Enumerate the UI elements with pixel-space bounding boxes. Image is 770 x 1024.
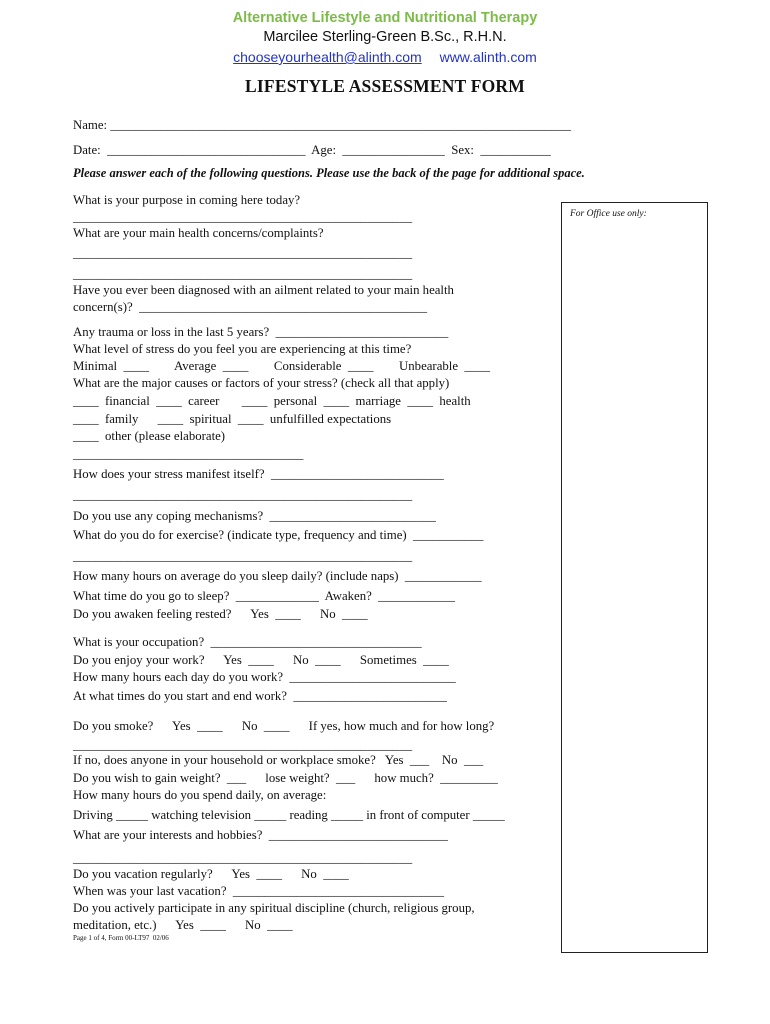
question-health-concerns: What are your main health concerns/complaints?: [73, 226, 324, 240]
answer-line[interactable]: _____________________________________________________: [73, 267, 413, 281]
stress-causes-row-2[interactable]: ____ family ____ spiritual ____ unfulfilled expectations: [73, 412, 392, 426]
question-weight[interactable]: Do you wish to gain weight? ___ lose weight? ___ how much? _________: [73, 771, 498, 785]
question-stress-causes: What are the major causes or factors of your stress? (check all that apply): [73, 376, 450, 390]
question-purpose: What is your purpose in coming here today?: [73, 193, 301, 207]
form-title: LIFESTYLE ASSESSMENT FORM: [245, 76, 525, 96]
answer-line[interactable]: _____________________________________________________: [73, 549, 413, 563]
question-smoke[interactable]: Do you smoke? Yes ____ No ____ If yes, how much and for how long?: [73, 719, 495, 733]
answer-line[interactable]: _____________________________________________________: [73, 210, 413, 224]
question-rested[interactable]: Do you awaken feeling rested? Yes ____ No ____: [73, 607, 368, 621]
practitioner-name: Marcilee Sterling-Green B.Sc., R.H.N.: [263, 29, 507, 45]
office-use-box: [561, 202, 708, 953]
email-link[interactable]: chooseyourhealth@alinth.com: [233, 49, 422, 65]
question-stress-manifest[interactable]: How does your stress manifest itself? ___________________________: [73, 467, 444, 481]
answer-line[interactable]: _____________________________________________________: [73, 488, 413, 502]
question-exercise[interactable]: What do you do for exercise? (indicate type, frequency and time) ___________: [73, 528, 484, 542]
date-age-sex-fields[interactable]: Date: _______________________________ Age: ________________ Sex: ___________: [73, 143, 551, 157]
question-enjoy-work[interactable]: Do you enjoy your work? Yes ____ No ____ Sometimes ____: [73, 653, 449, 667]
question-last-vacation[interactable]: When was your last vacation? _________________________________: [73, 884, 445, 898]
brand-name: Alternative Lifestyle and Nutritional Therapy: [232, 10, 538, 26]
stress-level-options[interactable]: Minimal ____ Average ____ Considerable ____ Unbearable ____: [73, 359, 491, 373]
question-stress-level: What level of stress do you feel you are experiencing at this time?: [73, 342, 412, 356]
question-diagnosed: Have you ever been diagnosed with an ailment related to your main health: [73, 283, 454, 297]
stress-causes-row-1[interactable]: ____ financial ____ career ____ personal ____ marriage ____ health: [73, 394, 471, 408]
contact-links: [0, 49, 770, 65]
question-sleep-hours[interactable]: How many hours on average do you sleep daily? (include naps) ____________: [73, 569, 482, 583]
question-interests[interactable]: What are your interests and hobbies? ____________________________: [73, 828, 448, 842]
question-diagnosed-cont[interactable]: concern(s)? _____________________________________________: [73, 300, 428, 314]
name-field[interactable]: Name: ________________________________________________________________________: [73, 118, 571, 132]
question-occupation[interactable]: What is your occupation? _________________________________: [73, 635, 422, 649]
question-sleep-times[interactable]: What time do you go to sleep? _____________ Awaken? ____________: [73, 589, 455, 603]
website-link[interactable]: www.alinth.com: [439, 49, 537, 65]
question-trauma[interactable]: Any trauma or loss in the last 5 years? ___________________________: [73, 325, 449, 339]
instructions: Please answer each of the following questions. Please use the back of the page for additional space.: [73, 166, 585, 180]
answer-line[interactable]: _____________________________________________________: [73, 851, 413, 865]
stress-causes-other[interactable]: ____ other (please elaborate): [73, 429, 226, 443]
question-work-times[interactable]: At what times do you start and end work? ________________________: [73, 689, 447, 703]
question-spiritual-cont[interactable]: meditation, etc.) Yes ____ No ____: [73, 918, 293, 932]
answer-line[interactable]: ____________________________________: [73, 447, 304, 461]
question-spiritual: Do you actively participate in any spiritual discipline (church, religious group,: [73, 901, 475, 915]
answer-line[interactable]: _____________________________________________________: [73, 738, 413, 752]
answer-line[interactable]: _____________________________________________________: [73, 246, 413, 260]
question-vacation[interactable]: Do you vacation regularly? Yes ____ No ____: [73, 867, 349, 881]
daily-hours-fields[interactable]: Driving _____ watching television _____ reading _____ in front of computer _____: [73, 808, 505, 822]
question-coping[interactable]: Do you use any coping mechanisms? __________________________: [73, 509, 436, 523]
page-footer: Page 1 of 4, Form 00-LT97 02/06: [73, 934, 169, 942]
question-household-smoke[interactable]: If no, does anyone in your household or workplace smoke? Yes ___ No ___: [73, 753, 484, 767]
question-work-hours[interactable]: How many hours each day do you work? __________________________: [73, 670, 456, 684]
office-use-label: For Office use only:: [570, 209, 647, 219]
question-daily-hours: How many hours do you spend daily, on average:: [73, 788, 327, 802]
